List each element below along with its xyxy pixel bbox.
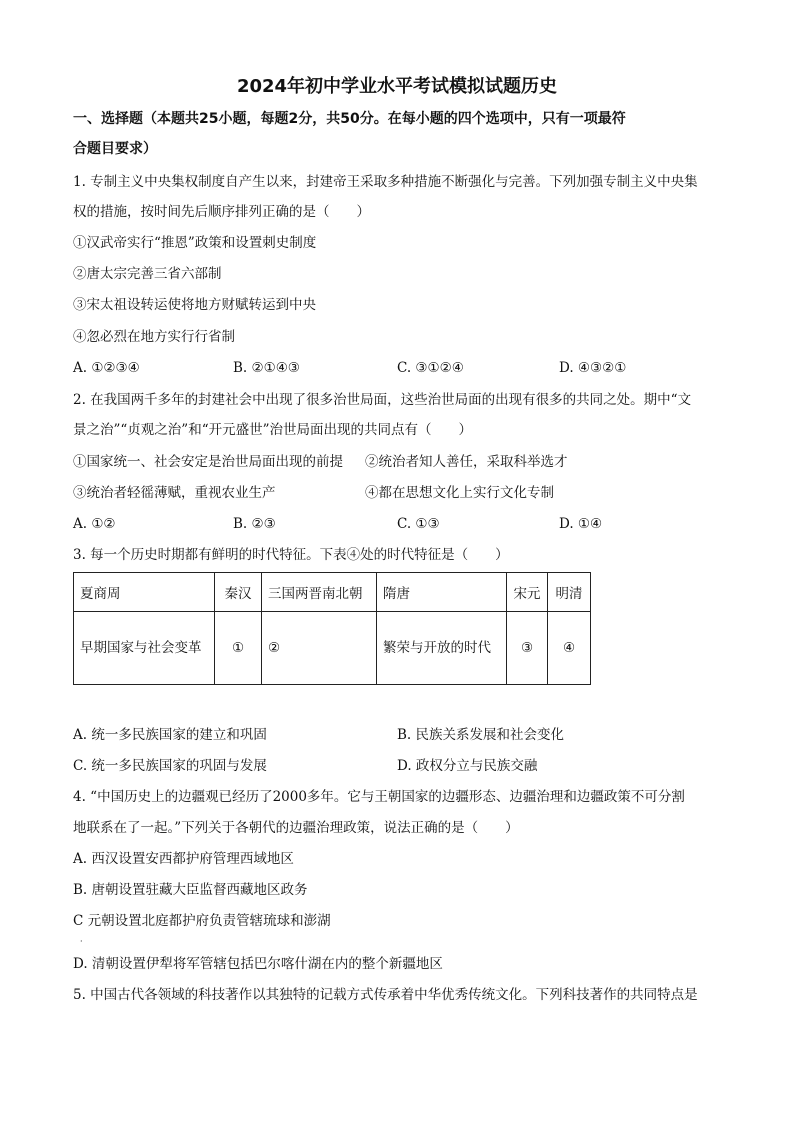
q1-option-a[interactable]: A. ①②③④ (73, 360, 140, 376)
era-header-cell: 夏商周 (74, 573, 215, 612)
q3-option-b[interactable]: B. 民族关系发展和社会变化 (397, 727, 565, 743)
q2-item-4: ④都在思想文化上实行文化专制 (365, 485, 554, 501)
era-feature-cell: ③ (507, 612, 548, 685)
q2-stem-line-1: 2. 在我国两千多年的封建社会中出现了很多治世局面，这些治世局面的出现有很多的共同之处。期中“文 (73, 392, 692, 408)
era-feature-cell: ④ (548, 612, 591, 685)
q1-item-3: ③宋太祖设转运使将地方财赋转运到中央 (73, 297, 316, 313)
q1-stem-line-1: 1. 专制主义中央集权制度自产生以来，封建帝王采取多种措施不断强化与完善。下列加强专制主义中央集 (73, 174, 698, 190)
q3-option-c[interactable]: C. 统一多民族国家的巩固与发展 (73, 758, 267, 774)
era-header-cell: 隋唐 (377, 573, 507, 612)
q4-option-a[interactable]: A. 西汉设置安西都护府管理西域地区 (73, 851, 294, 867)
era-header-cell: 秦汉 (215, 573, 262, 612)
q4-option-b[interactable]: B. 唐朝设置驻藏大臣监督西藏地区政务 (73, 882, 308, 898)
q4-stem-line-2: 地联系在了一起。”下列关于各朝代的边疆治理政策，说法正确的是（ ） (73, 820, 519, 836)
era-header-cell: 三国两晋南北朝 (262, 573, 377, 612)
era-header-cell: 宋元 (507, 573, 548, 612)
era-table-body-row (74, 612, 591, 685)
era-feature-cell: 早期国家与社会变革 (74, 612, 215, 685)
q1-stem-line-2: 权的措施，按时间先后顺序排列正确的是（ ） (73, 204, 370, 220)
q4-stem-line-1: 4. “中国历史上的边疆观已经历了2000多年。它与王朝国家的边疆形态、边疆治理和边疆政策不可分割 (73, 789, 685, 805)
q5-stem-line-1: 5. 中国古代各领域的科技著作以其独特的记载方式传承着中华优秀传统文化。下列科技著作的共同特点是 (73, 987, 698, 1003)
era-feature-cell: ① (215, 612, 262, 685)
q1-option-c[interactable]: C. ③①②④ (397, 360, 464, 376)
era-feature-cell: 繁荣与开放的时代 (377, 612, 507, 685)
q2-item-1: ①国家统一、社会安定是治世局面出现的前提 (73, 454, 343, 470)
q2-option-b[interactable]: B. ②③ (233, 516, 276, 532)
era-table-header-row (74, 573, 591, 612)
q1-item-4: ④忽必烈在地方实行行省制 (73, 329, 235, 345)
stray-dot: · (80, 937, 83, 946)
q1-option-d[interactable]: D. ④③②① (559, 360, 627, 376)
era-table (73, 572, 591, 685)
q2-option-d[interactable]: D. ①④ (559, 516, 603, 532)
q4-option-c[interactable]: C 元朝设置北庭都护府负责管辖琉球和澎湖 (73, 913, 331, 929)
q2-item-2: ②统治者知人善任，采取科举选才 (365, 454, 568, 470)
q1-item-2: ②唐太宗完善三省六部制 (73, 266, 222, 282)
q2-option-a[interactable]: A. ①② (73, 516, 116, 532)
q2-item-3: ③统治者轻徭薄赋，重视农业生产 (73, 485, 276, 501)
q2-stem-line-2: 景之治”“贞观之治”和“开元盛世”治世局面出现的共同点有（ ） (73, 422, 473, 438)
section-heading-line-1: 一、选择题（本题共25小题，每题2分，共50分。在每小题的四个选项中，只有一项最符 (73, 111, 626, 127)
era-feature-cell: ② (262, 612, 377, 685)
q1-option-b[interactable]: B. ②①④③ (233, 360, 300, 376)
q4-option-d[interactable]: D. 清朝设置伊犁将军管辖包括巴尔喀什湖在内的整个新疆地区 (73, 956, 443, 972)
q2-option-c[interactable]: C. ①③ (397, 516, 440, 532)
q3-option-a[interactable]: A. 统一多民族国家的建立和巩固 (73, 727, 267, 743)
q3-option-d[interactable]: D. 政权分立与民族交融 (397, 758, 538, 774)
q3-stem: 3. 每一个历史时期都有鲜明的时代特征。下表④处的时代特征是（ ） (73, 547, 509, 563)
section-heading-line-2: 合题目要求） (73, 141, 157, 157)
era-header-cell: 明清 (548, 573, 591, 612)
exam-title: 2024年初中学业水平考试模拟试题历史 (236, 76, 558, 97)
q1-item-1: ①汉武帝实行“推恩”政策和设置刺史制度 (73, 235, 317, 251)
